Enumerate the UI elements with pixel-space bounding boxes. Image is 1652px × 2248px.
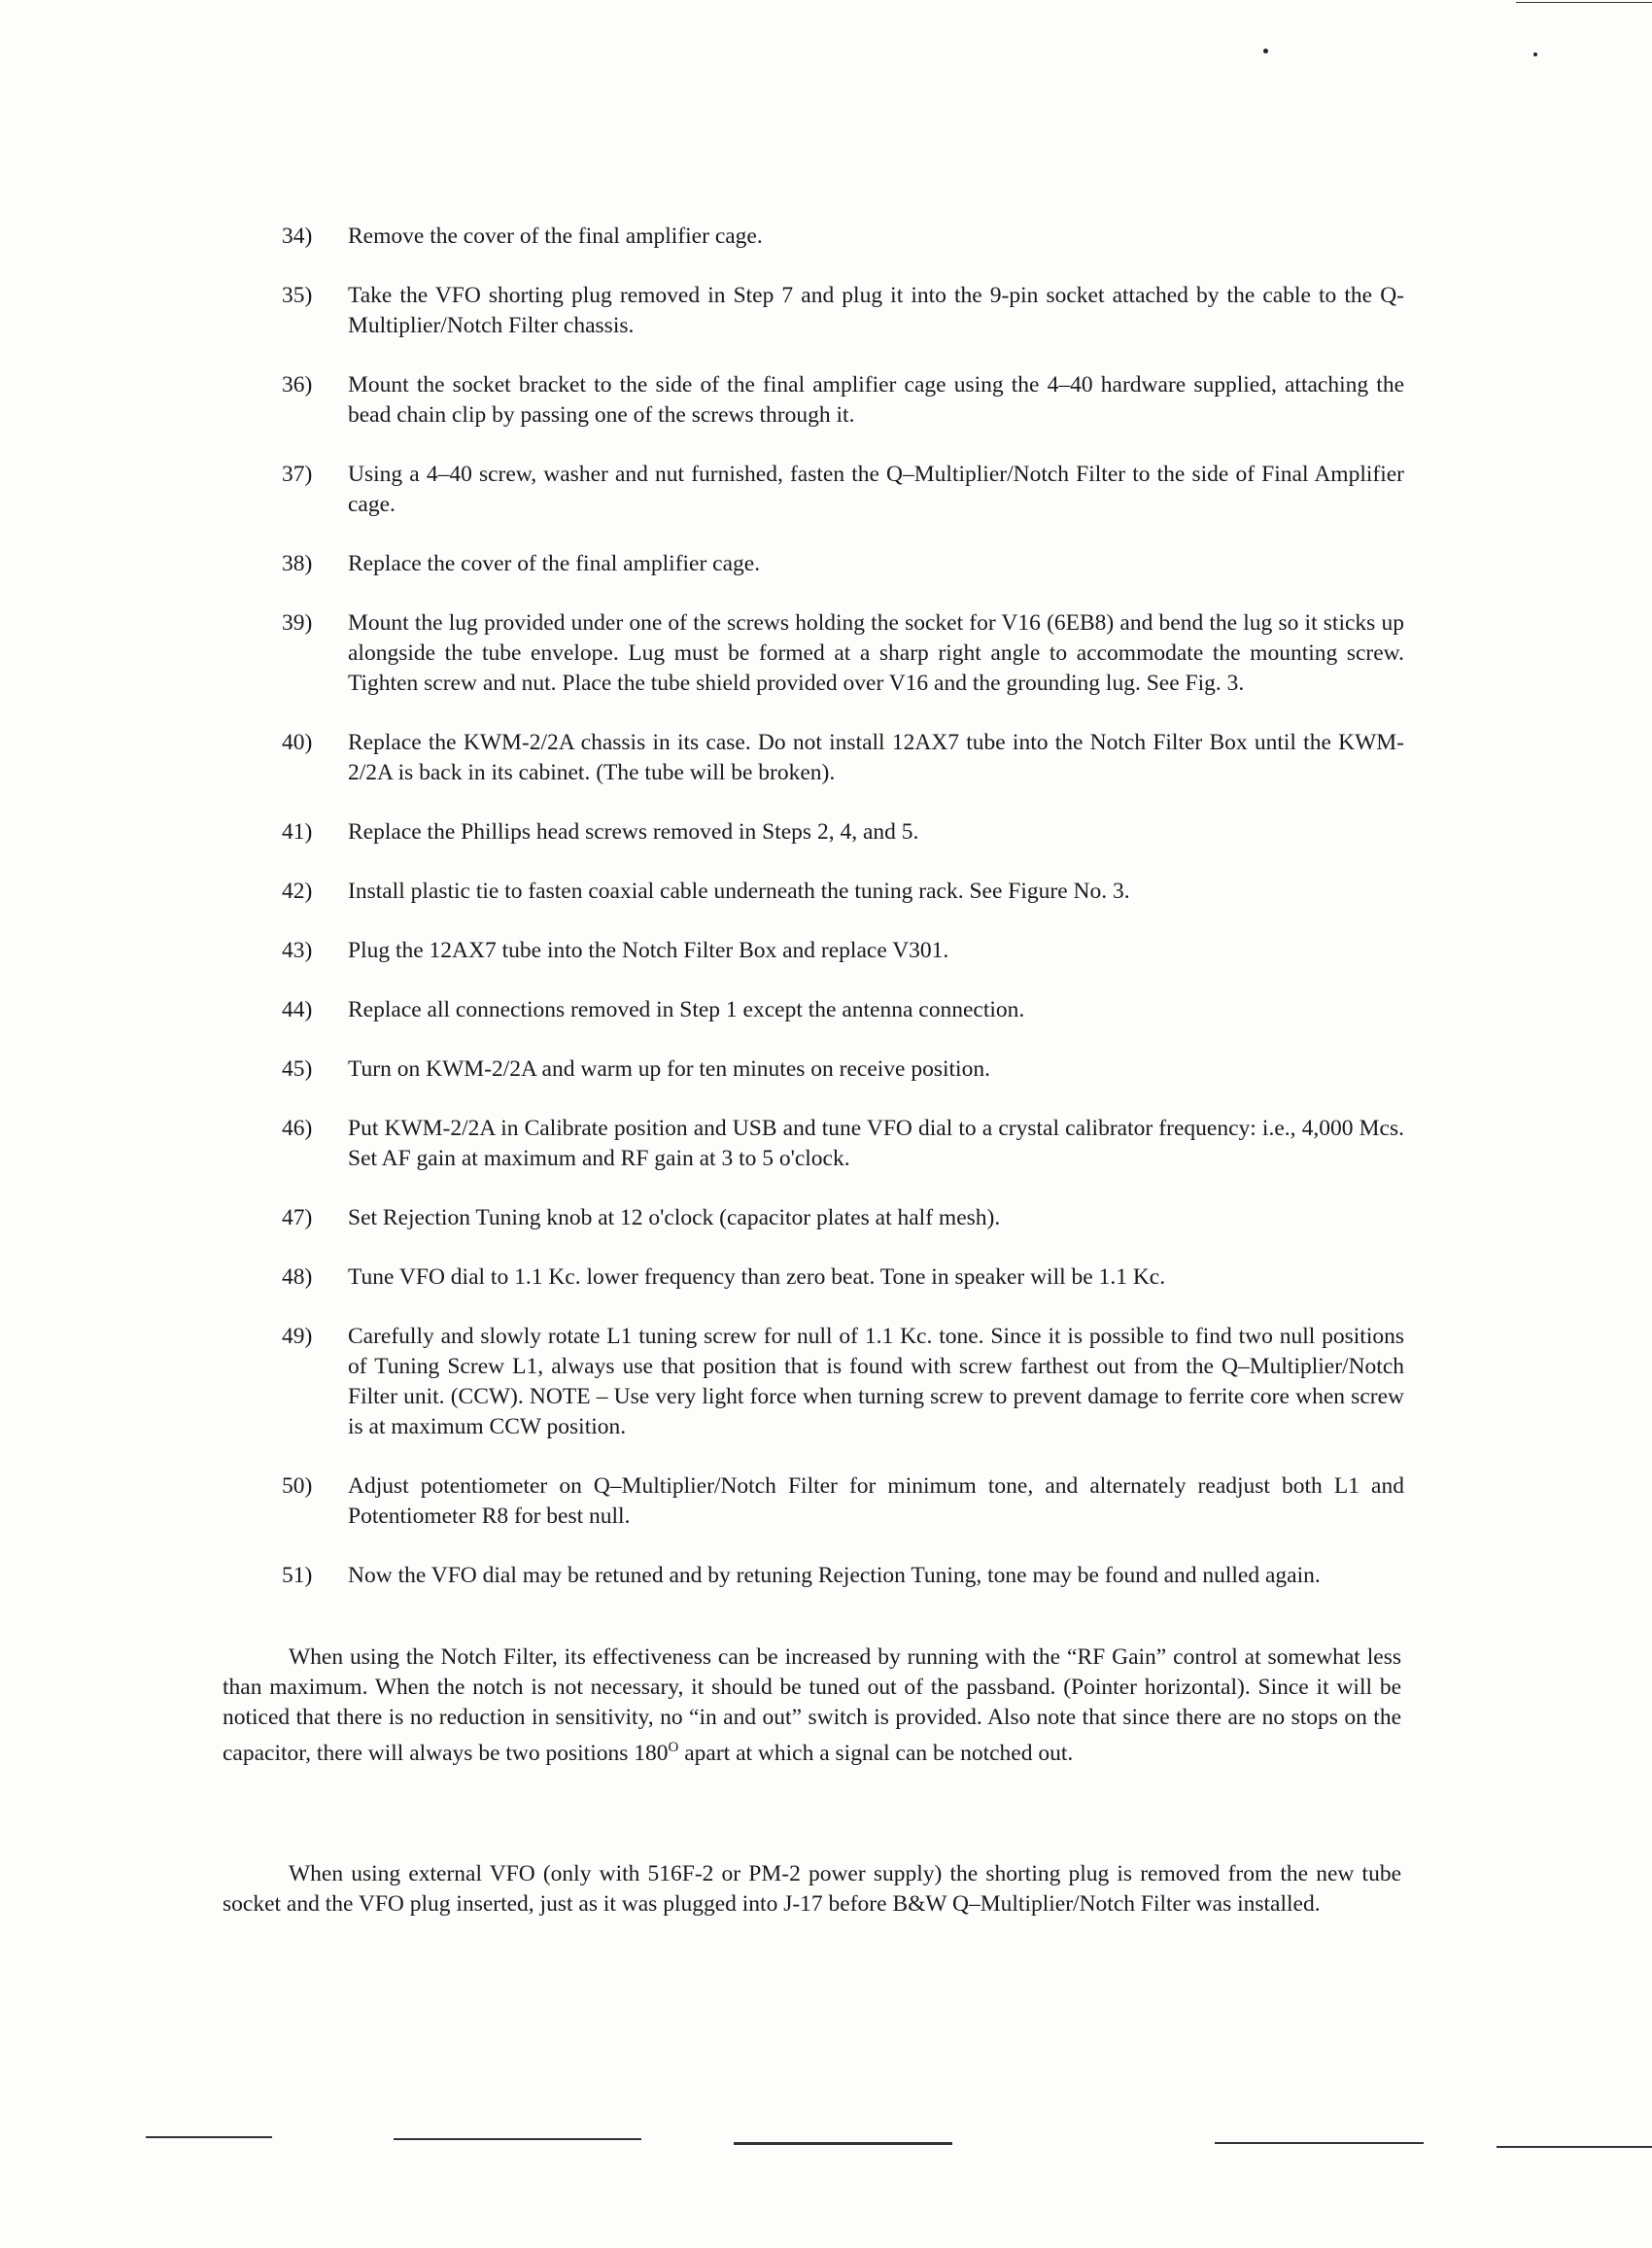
step-text: Tune VFO dial to 1.1 Kc. lower frequency than zero beat. Tone in speaker will be 1.1 Kc. [348,1264,1166,1290]
scan-rule [146,2136,272,2138]
step-number: 36) [282,372,313,398]
list-item [282,1471,1404,1532]
list-item [282,281,1404,341]
step-number: 49) [282,1324,313,1349]
list-item [282,817,1404,847]
step-text: Put KWM-2/2A in Calibrate position and USB and tune VFO dial to a crystal calibrator frequency: i.e., 4,000 Mcs. Set AF gain at maximum and RF gain at 3 to 5 o'clock. [348,1116,1404,1171]
step-number: 37) [282,462,313,487]
instruction-steps [282,222,1404,1620]
paragraph-text: apart at which a signal can be notched out. [678,1740,1074,1766]
list-item [282,936,1404,966]
scan-rule [1516,2,1652,3]
step-number: 50) [282,1473,313,1499]
list-item [282,995,1404,1025]
step-number: 48) [282,1264,313,1290]
step-number: 51) [282,1563,313,1588]
step-number: 44) [282,997,313,1022]
step-number: 39) [282,610,313,636]
degree-superscript: O [668,1740,679,1755]
list-item [282,460,1404,520]
list-item [282,1203,1404,1233]
step-number: 40) [282,730,313,755]
list-item [282,728,1404,788]
list-item [282,1322,1404,1442]
list-item [282,1055,1404,1085]
step-text: Replace the cover of the final amplifier cage. [348,551,761,576]
list-item [282,1561,1404,1591]
external-vfo-paragraph: When using external VFO (only with 516F-2 or PM-2 power supply) the shorting plug is removed from the new tube socket and the VFO plug inserted, just as it was plugged into J-17 before B&W Q–Multiplier/Notch Filter was installed. [223,1861,1401,1917]
list-item [282,1114,1404,1174]
scan-rule [394,2138,641,2140]
step-number: 38) [282,551,313,576]
step-number: 47) [282,1205,313,1230]
step-text: Plug the 12AX7 tube into the Notch Filter Box and replace V301. [348,938,949,963]
step-text: Remove the cover of the final amplifier cage. [348,224,763,249]
step-text: Replace the Phillips head screws removed in Steps 2, 4, and 5. [348,819,919,845]
step-text: Now the VFO dial may be retuned and by retuning Rejection Tuning, tone may be found and nulled again. [348,1563,1321,1588]
step-text: Carefully and slowly rotate L1 tuning screw for null of 1.1 Kc. tone. Since it is possible to find two null positions of Tuning Screw L1, always use that position that is found with screw farthest out from the Q–Multiplier/Notch Filter unit. (CCW). NOTE – Use very light force when turning screw to prevent damage to ferrite core when screw is at maximum CCW position. [348,1324,1404,1439]
step-text: Using a 4–40 screw, washer and nut furnished, fasten the Q–Multiplier/Notch Filter to the side of Final Amplifier cage. [348,462,1404,517]
step-text: Set Rejection Tuning knob at 12 o'clock (capacitor plates at half mesh). [348,1205,1001,1230]
step-text: Turn on KWM-2/2A and warm up for ten minutes on receive position. [348,1056,990,1082]
step-number: 34) [282,224,313,249]
step-number: 46) [282,1116,313,1141]
scan-speck [1263,49,1268,53]
list-item [282,222,1404,252]
paragraph-text: When using the Notch Filter, its effectiveness can be increased by running with the “RF Gain” control at somewhat less than maximum. When the notch is not necessary, it should be tuned out of the passband. (Pointer horizontal). Since it will be noticed that there is no reduction in sensitivity, no “in and out” switch is provided. Also note that since there are no stops on the capacitor, there will always be two positions 180 [223,1644,1401,1766]
list-item [282,877,1404,907]
step-text: Take the VFO shorting plug removed in Step 7 and plug it into the 9-pin socket attached by the cable to the Q- Multiplier/Notch Filter chassis. [348,283,1404,338]
step-text: Install plastic tie to fasten coaxial cable underneath the tuning rack. See Figure No. 3. [348,879,1130,904]
list-item [282,370,1404,431]
step-number: 41) [282,819,313,845]
step-text: Replace the KWM-2/2A chassis in its case. Do not install 12AX7 tube into the Notch Filter Box until the KWM-2/2A is back in its cabinet. (The tube will be broken). [348,730,1404,785]
step-text: Adjust potentiometer on Q–Multiplier/Notch Filter for minimum tone, and alternately readjust both L1 and Potentiometer R8 for best null. [348,1473,1404,1529]
step-number: 42) [282,879,313,904]
scan-rule [734,2142,952,2145]
step-text: Mount the lug provided under one of the screws holding the socket for V16 (6EB8) and bend the lug so it sticks up alongside the tube envelope. Lug must be formed at a sharp right angle to accommodate the mounting screw. Tighten screw and nut. Place the tube shield provided over V16 and the grounding lug. See Fig. 3. [348,610,1404,696]
list-item [282,608,1404,699]
list-item [282,549,1404,579]
scan-rule [1215,2142,1424,2144]
scan-rule [1497,2146,1652,2148]
step-number: 43) [282,938,313,963]
step-number: 45) [282,1056,313,1082]
scan-speck [1533,52,1537,56]
notch-filter-usage-paragraph [223,1643,1401,1769]
step-number: 35) [282,283,313,308]
step-text: Replace all connections removed in Step 1 except the antenna connection. [348,997,1025,1022]
list-item [282,1262,1404,1293]
step-text: Mount the socket bracket to the side of the final amplifier cage using the 4–40 hardware supplied, attaching the bead chain clip by passing one of the screws through it. [348,372,1404,428]
